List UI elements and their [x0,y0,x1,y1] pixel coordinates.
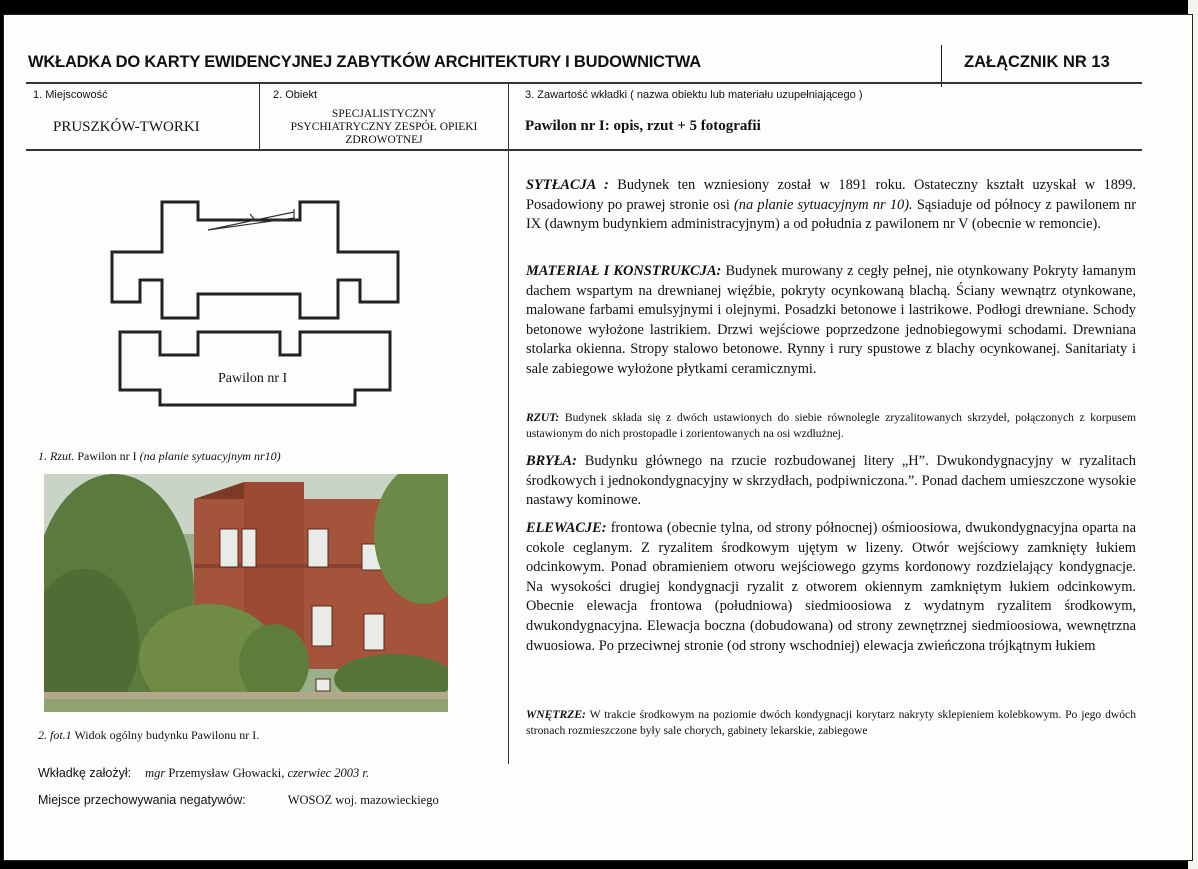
section-mass-text: Budynku głównego na rzucie rozbudowanej litery „H”. Dwukondygnacyjny w ryzalitach środkowych i jednokondygnacyjny w skrzydłach, podpiwniczona.”. Ponad dachem umieszczone wysokie nastawy kominowe. [526,453,1136,509]
field-object-value [262,108,506,143]
section-situation-ref: (na planie sytuacyjnym nr 10). [734,196,913,213]
header-rule [26,82,1142,84]
object-line-3: ZDROWOTNEJ [345,134,423,143]
plan-caption-ref: (na planie sytuacyjnym nr10) [139,449,281,463]
section-material-heading: MATERIAŁ I KONSTRUKCJA: [526,263,722,279]
field-divider-1 [259,84,260,150]
storage-value: WOSOZ woj. mazowieckiego [287,793,439,807]
field-content-label: 3. Zawartość wkładki ( nazwa obiektu lub materiału uzupełniającego ) [525,89,863,101]
author-line [38,766,369,781]
fields-rule [26,149,1142,151]
section-elevations [526,519,1136,656]
photo-caption-num: 2. fot.1 [38,728,72,742]
plan-caption-main: Pawilon nr I [74,449,140,463]
section-interior-heading: WNĘTRZE: [526,708,586,721]
section-interior [526,707,1136,738]
field-object-label: 2. Obiekt [273,89,318,101]
author-title: mgr [145,766,166,780]
section-situation-text-a: Budynek ten wzniesiony został w 1891 roku. Ostateczny kształt uzyskał w 1899. Posadowiony po prawej stronie osi [526,177,1136,213]
section-material [526,262,1136,380]
object-line-2: PSYCHIATRYCZNY ZESPÓŁ OPIEKI [290,121,478,133]
section-situation-heading: SYTŁACJA : [526,177,609,193]
field-content-value: Pawilon nr I: opis, rzut + 5 fotografii [525,118,761,134]
section-plan [526,410,1136,441]
object-line-1: SPECJALISTYCZNY [331,108,437,120]
storage-line [38,793,439,808]
section-situation [526,176,1136,235]
photo-caption-main: Widok ogólny budynku Pawilonu nr I. [71,728,260,742]
author-date: czerwiec 2003 r. [287,766,370,780]
section-interior-text: W trakcie środkowym na poziomie dwóch kondygnacji korytarz nakryty sklepieniem kolebkowym. Po jego dwóch stronach rozmieszczone były sale chorych, gabinety lekarskie, zabiegowe [526,708,1136,737]
field-location-label: 1. Miejscowość [33,89,108,101]
section-elevations-heading: ELEWACJE: [526,520,607,536]
section-material-text: Budynek murowany z cegły pełnej, nie otynkowany Pokryty łamanym dachem wspartym na drewnianej więźbie, pokryty ocynkowaną blachą. Ściany wewnątrz otynkowane, malowane farbami emulsyjnymi i olejnymi. Posadzki betonowe i lastrikowe. Podłogi drewniane. Schody betonowe wyłożone lastrikiem. Drzwi wejściowe poprzedzone jednobiegowymi schodami. Drewniana stolarka okienna. Stropy stalowo betonowe. Rynny i rury spustowe z blachy ocynkowanej. Sanitariaty i sale zabiegowe wyłożone płytkami ceramicznymi. [526,263,1136,377]
floor-plan-drawing [100,190,410,425]
header-divider [941,45,942,87]
building-photo [44,474,448,712]
plan-caption [38,449,281,464]
section-mass-heading: BRYŁA: [526,453,577,469]
plan-outline-lower [120,332,390,405]
annex-number: ZAŁĄCZNIK NR 13 [964,53,1110,71]
column-divider [508,84,509,764]
section-plan-text: Budynek składa się z dwóch ustawionych do siebie równolegle zryzalitowanych skrzydeł, połączonych z korpusem ustawionym do nich prostopadle i zorientowanych na osi wzdłużnej. [526,411,1136,440]
section-plan-heading: RZUT: [526,411,560,424]
section-elevations-text: frontowa (obecnie tylna, od strony północnej) ośmioosiowa, dwukondygnacyjna oparta na cokole ceglanym. Z ryzalitem środkowym ujętym w lizeny. Otwór wejściowy zamknięty łukiem odcinkowym. Ponad obramieniem otworu wejściowego gzyms kordonowy rozdzielający kondygnacje. Na wysokości drugiej kondygnacji ryzalit z otworem okiennym zamkniętym łukiem odcinkowym. Obecnie elewacja frontowa (południowa) siedmioosiowa z wydatnym ryzalitem środkowym, dwukondygnacyjna. Elewacja boczna (dobudowana) od strony zewnętrznej siedmioosiowa, wewnętrzna dwuosiowa. Po przeciwnej stronie (od strony wschodniej) elewacja zwieńczona trójkątnym łukiem [526,520,1136,654]
plan-label: Pawilon nr I [218,371,288,386]
field-location-value: PRUSZKÓW-TWORKI [53,119,200,135]
section-situation-text-b: Sąsiaduje od północy z pawilonem nr IX (dawnym budynkiem administracyjnym) a od południa z pawilonem nr V (obecnie w remoncie). [526,196,1137,233]
photo-caption [38,728,259,743]
section-mass [526,452,1136,511]
author-label: Wkładkę założył: [38,766,132,780]
author-name: Przemysław Głowacki, [165,766,288,780]
document-title: WKŁADKA DO KARTY EWIDENCYJNEJ ZABYTKÓW ARCHITEKTURY I BUDOWNICTWA [28,53,701,71]
plan-caption-num: 1. Rzut. [38,449,75,463]
storage-label: Miejsce przechowywania negatywów: [38,793,246,807]
